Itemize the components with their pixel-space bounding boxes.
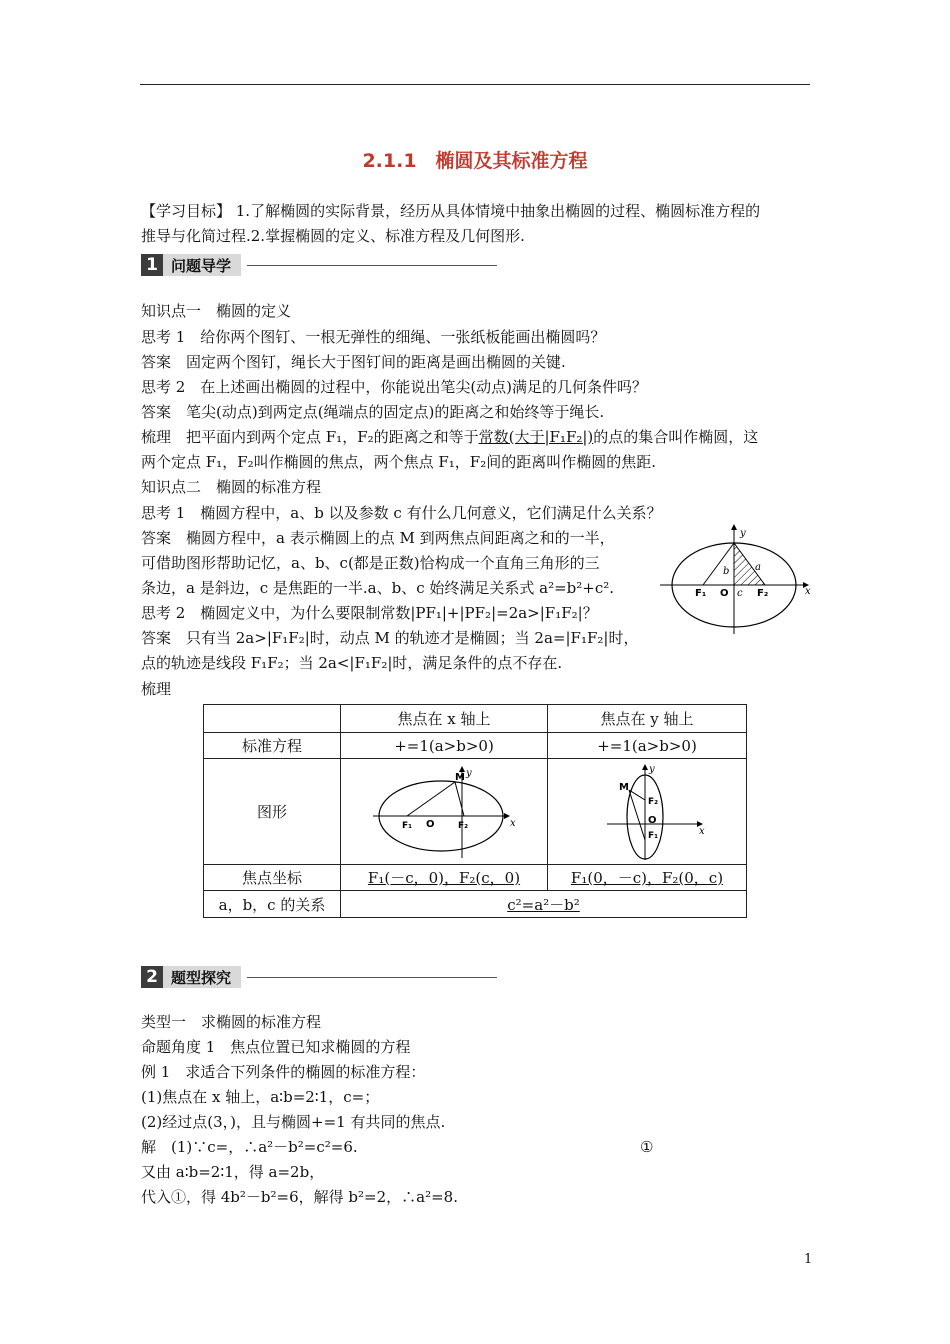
header-rule [140,84,810,85]
table-row [204,733,747,759]
section-2-label: 题型探究 [163,966,241,988]
k1-a2: 答案 笔尖(动点)到两定点(绳端点的固定点)的距离之和始终等于绳长. [141,403,605,421]
table-foci-y [548,865,747,891]
k2-a1-l3: 条边，a 是斜边，c 是焦距的一半.a、b、c 始终满足关系式 a²=b²+c². [141,579,615,597]
table-row [204,891,747,918]
fig-b-label: b [723,566,730,577]
table-equation-x: +=1(a>b>0) [341,733,548,759]
table-label-graph: 图形 [204,759,341,865]
fig-y-label: y [740,528,746,539]
k2-q2: 思考 2 椭圆定义中，为什么要限制常数|PF₁|+|PF₂|=2a>|F₁F₂|？ [141,604,598,622]
gx-x-label: x [510,817,516,829]
k1-summary-post: 的点的集合叫作椭圆，这 [593,428,759,446]
type1-angle: 命题角度 1 焦点位置已知求椭圆的方程 [141,1038,411,1056]
section-1-number: 1 [141,254,163,276]
k2-a2-l2: 点的轨迹是线段 F₁F₂；当 2a<|F₁F₂|时，满足条件的点不存在. [141,654,563,672]
type1-heading: 类型一 求椭圆的标准方程 [141,1013,322,1031]
table-graph-y [548,759,747,865]
k2-summary: 梳理 [141,680,172,698]
gy-x-label: x [699,825,705,837]
foci-x-value: F₁(－c，0)，F₂(c，0) [367,869,521,887]
k2-a2-l1: 答案 只有当 2a>|F₁F₂|时，动点 M 的轨迹才是椭圆；当 2a=|F₁F₂|时， [141,629,639,647]
k1-q1: 思考 1 给你两个图钉、一根无弹性的细绳、一张纸板能画出椭圆吗？ [141,328,606,346]
gx-o-label: O [426,818,435,830]
table-label-equation: 标准方程 [204,733,341,759]
gx-m-label: M [455,771,465,783]
k1-summary-1 [141,427,758,447]
graph-y-axis-ellipse [587,762,707,862]
k1-summary-underline: 常数(大于|F₁F₂|) [478,428,594,446]
relation-value: c²=a²－b² [507,895,580,914]
table-row [204,705,747,733]
k1-q2: 思考 2 在上述画出椭圆的过程中，你能说出笔尖(动点)满足的几何条件吗？ [141,378,648,396]
fig-a-label: a [755,562,761,573]
k1-summary-pre: 梳理 把平面内到两个定点 F₁，F₂的距离之和等于 [141,428,479,446]
k2-heading: 知识点二 椭圆的标准方程 [141,478,322,496]
table-relation [341,891,747,918]
gx-y-label: y [466,767,472,779]
k1-summary-2: 两个定点 F₁，F₂叫作椭圆的焦点，两个焦点 F₁，F₂间的距离叫作椭圆的焦距. [141,453,656,471]
goal-line-2: 推导与化简过程.2.掌握椭圆的定义、标准方程及几何图形. [141,227,525,245]
section-2-number: 2 [141,966,163,988]
example1-part1: (1)焦点在 x 轴上，a∶b=2∶1，c=； [141,1088,380,1106]
example1-title: 例 1 求适合下列条件的椭圆的标准方程： [141,1063,426,1081]
table-foci-x [341,865,548,891]
table-label-relation: a，b，c 的关系 [204,891,341,918]
gy-y-label: y [649,763,655,775]
gx-f2-label: F₂ [458,820,469,831]
k2-q1: 思考 1 椭圆方程中，a、b 以及参数 c 有什么几何意义，它们满足什么关系？ [141,504,662,522]
table-equation-y: +=1(a>b>0) [548,733,747,759]
table-cell-empty [204,705,341,733]
page-title: 2.1.1 椭圆及其标准方程 [362,150,588,172]
table-row [204,759,747,865]
section-1-header [141,254,497,276]
graph-x-axis-ellipse [369,764,519,860]
gx-f1-label: F₁ [402,820,413,831]
fig-f1-label: F₁ [695,588,707,599]
fig-f2-label: F₂ [757,588,769,599]
table-label-foci: 焦点坐标 [204,865,341,891]
table-header-x: 焦点在 x 轴上 [341,705,548,733]
solution-line-1: 解 (1)∵c=，∴a²－b²=c²=6. [141,1138,358,1156]
fig-x-label: x [805,586,811,597]
page-number: 1 [804,1252,813,1267]
example1-part2: (2)经过点(3，)，且与椭圆+=1 有共同的焦点. [141,1113,446,1131]
k1-a1: 答案 固定两个图钉，绳长大于图钉间的距离是画出椭圆的关键. [141,353,566,371]
table-row [204,865,747,891]
section-1-rule [247,265,497,266]
goal-line-1: 【学习目标】 1.了解椭圆的实际背景，经历从具体情境中抽象出椭圆的过程、椭圆标准方程的 [141,202,761,220]
ellipse-abc-figure [655,522,815,637]
equation-mark: ① [640,1138,654,1156]
k1-heading: 知识点一 椭圆的定义 [141,302,292,320]
foci-y-value: F₁(0，－c)，F₂(0，c) [570,869,724,887]
section-1-label: 问题导学 [163,254,241,276]
fig-o-label: O [720,588,729,599]
k2-a1-l1: 答案 椭圆方程中，a 表示椭圆上的点 M 到两焦点间距离之和的一半， [141,529,615,547]
solution-line-2: 又由 a∶b=2∶1，得 a=2b， [141,1163,325,1181]
solution-line-3: 代入①，得 4b²－b²=6，解得 b²=2，∴a²=8. [141,1188,458,1206]
k2-a1-l2: 可借助图形帮助记忆，a、b、c(都是正数)恰构成一个直角三角形的三 [141,554,600,572]
gy-o-label: O [648,814,657,826]
fig-c-label: c [737,588,743,599]
gy-f1-label: F₁ [648,830,659,841]
section-2-header [141,966,497,988]
section-2-rule [247,977,497,978]
gy-m-label: M [619,781,629,793]
ellipse-summary-table [203,704,747,918]
table-header-y: 焦点在 y 轴上 [548,705,747,733]
table-graph-x [341,759,548,865]
gy-f2-label: F₂ [648,796,659,807]
